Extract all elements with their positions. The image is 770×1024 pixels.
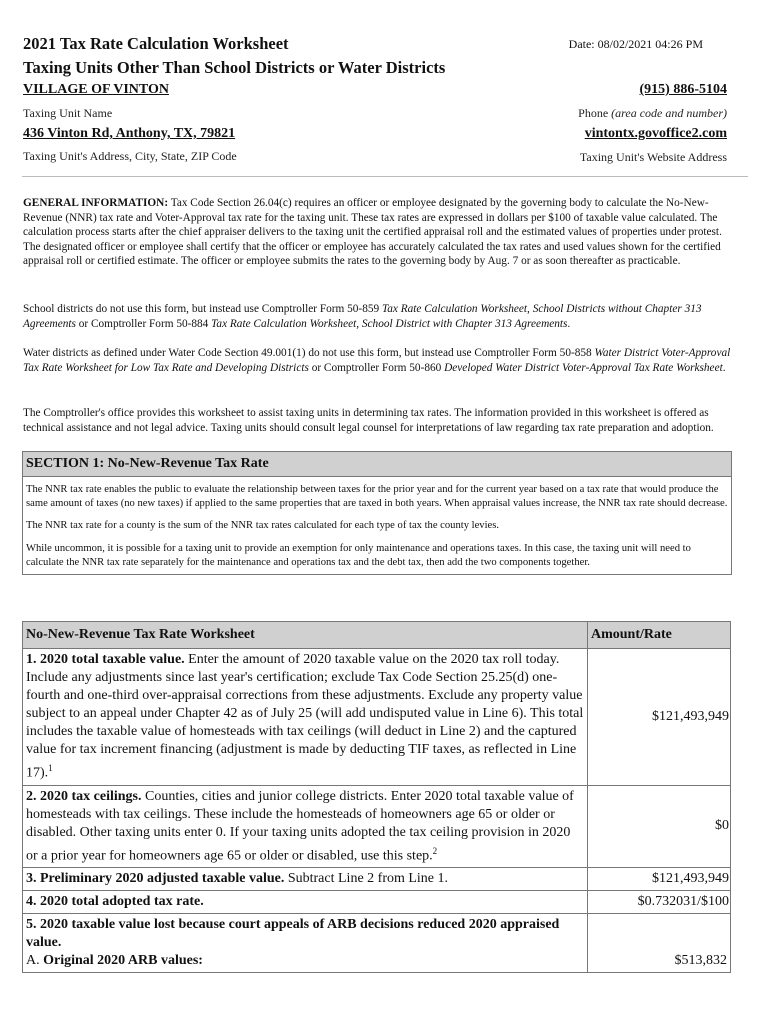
table-row-line-2 xyxy=(23,785,731,868)
line-4-description: 4. 2020 total adopted tax rate. xyxy=(23,891,588,914)
website-address: vintontx.govoffice2.com xyxy=(584,126,727,141)
column-header-worksheet: No-New-Revenue Tax Rate Worksheet xyxy=(23,622,588,649)
form-date: Date: 08/02/2021 04:26 PM xyxy=(568,37,703,51)
water-districts-note: Water districts as defined under Water Code Section 49.001(1) do not use this form, but instead use Comptroller Form 50-858 Water District Voter-Approval Tax Rate Worksheet for Low Tax Rate and Developing Districts or Comptroller Form 50-860 Developed Water District Voter-Approval Tax Rate Worksheet. xyxy=(23,347,731,374)
address-label: Taxing Unit's Address, City, State, ZIP Code xyxy=(23,149,237,163)
column-header-amount: Amount/Rate xyxy=(588,622,731,649)
phone-label: Phone (area code and number) xyxy=(578,106,727,120)
table-row-line-5 xyxy=(23,914,731,973)
table-row-line-1 xyxy=(23,649,731,786)
comptroller-note: The Comptroller's office provides this worksheet to assist taxing units in determining tax rates. The information provided in this worksheet is offered as technical assistance and not legal advice. Taxing units should consult legal counsel for interpretations of law regarding tax rate preparation and adoption. xyxy=(23,407,714,434)
line-4-amount: $0.732031/$100 xyxy=(588,891,731,914)
table-header-row xyxy=(23,622,731,649)
line-5a-amount: $513,832 xyxy=(588,914,731,973)
line-1-description: 1. 2020 total taxable value. Enter the amount of 2020 taxable value on the 2020 tax roll today. Include any adjustments since last year's certification; exclude Tax Code Section 25.25(d) one-fourth and one-third over-appraisal corrections from these adjustments. Exclude any property value subject to an appeal under Chapter 42 as of July 25 (will add undisputed value in Line 6). This total includes the taxable value of homesteads with tax ceilings (will deduct in Line 2) and the captured value for tax increment financing (adjustment is made by deducting TIF taxes, as reflected in Line 17).$^1$ xyxy=(23,649,588,786)
taxing-unit-name: VILLAGE OF VINTON xyxy=(23,82,169,97)
section-1-paragraph: While uncommon, it is possible for a taxing unit to provide an exemption for only maintenance and operations taxes. In this case, the taxing unit will need to calculate the NNR tax rate separately for the maintenance and operations tax and the debt tax, then add the two components together. xyxy=(26,542,691,568)
line-2-description: 2. 2020 tax ceilings. Counties, cities and junior college districts. Enter 2020 total taxable value of homesteads with tax ceilings. These include the homesteads of homeowners age 65 or older or disabled. Other taxing units enter 0. If your taxing units adopted the tax ceiling provision in 2020 or a prior year for homeowners age 65 or older or disabled, use this step.$^2$ xyxy=(23,785,588,868)
section-1-title: SECTION 1: No-New-Revenue Tax Rate xyxy=(23,452,731,477)
line-1-amount: $121,493,949 xyxy=(588,649,731,786)
section-1-paragraph: The NNR tax rate for a county is the sum of the NNR tax rates calculated for each type of tax the county levies. xyxy=(26,520,500,532)
website-label: Taxing Unit's Website Address xyxy=(579,150,727,164)
section-1-paragraph: The NNR tax rate enables the public to evaluate the relationship between taxes for the prior year and for the current year based on a tax rate that would produce the same amount of taxes (no new taxes) if applied to the same properties that are taxed in both years. When appraisal values increase, the NNR tax rate should decrease. xyxy=(26,484,728,510)
section-1-intro xyxy=(23,477,731,574)
table-row-line-4 xyxy=(23,891,731,914)
taxing-unit-name-label: Taxing Unit Name xyxy=(23,106,113,120)
table-row-line-3 xyxy=(23,868,731,891)
page-subtitle: Taxing Units Other Than School Districts or Water Districts xyxy=(23,58,446,77)
line-5-description: 5. 2020 taxable value lost because court appeals of ARB decisions reduced 2020 appraised value. A. Original 2020 ARB values: xyxy=(23,914,588,973)
taxing-unit-address: 436 Vinton Rd, Anthony, TX, 79821 xyxy=(23,126,236,141)
nnr-worksheet-table xyxy=(22,621,731,973)
phone-number: (915) 886-5104 xyxy=(639,82,727,97)
header-divider xyxy=(22,176,748,177)
school-districts-note: School districts do not use this form, but instead use Comptroller Form 50-859 Tax Rate Calculation Worksheet, School Districts without Chapter 313 Agreements or Comptroller Form 50-884 Tax Rate Calculation Worksheet, School District with Chapter 313 Agreements. xyxy=(23,303,702,330)
section-1-box xyxy=(22,451,732,575)
general-information: GENERAL INFORMATION: Tax Code Section 26.04(c) requires an officer or employee designated by the governing body to calculate the No-New-Revenue (NNR) tax rate and Voter-Approval tax rate for the taxing unit. These tax rates are expressed in dollars per $100 of taxable value calculated. The calculation process starts after the chief appraiser delivers to the taxing unit the certified appraisal roll and the estimated values of properties under protest. The designated officer or employee shall certify that the officer or employee has accurately calculated the tax rates and used values shown for the certified appraisal roll or certified estimate. The officer or employee submits the rates to the governing body by Aug. 7 or as soon thereafter as practicable. xyxy=(23,197,722,268)
page-title: 2021 Tax Rate Calculation Worksheet xyxy=(23,34,289,53)
line-3-description: 3. Preliminary 2020 adjusted taxable value. Subtract Line 2 from Line 1. xyxy=(23,868,588,891)
line-3-amount: $121,493,949 xyxy=(588,868,731,891)
line-2-amount: $0 xyxy=(588,785,731,868)
